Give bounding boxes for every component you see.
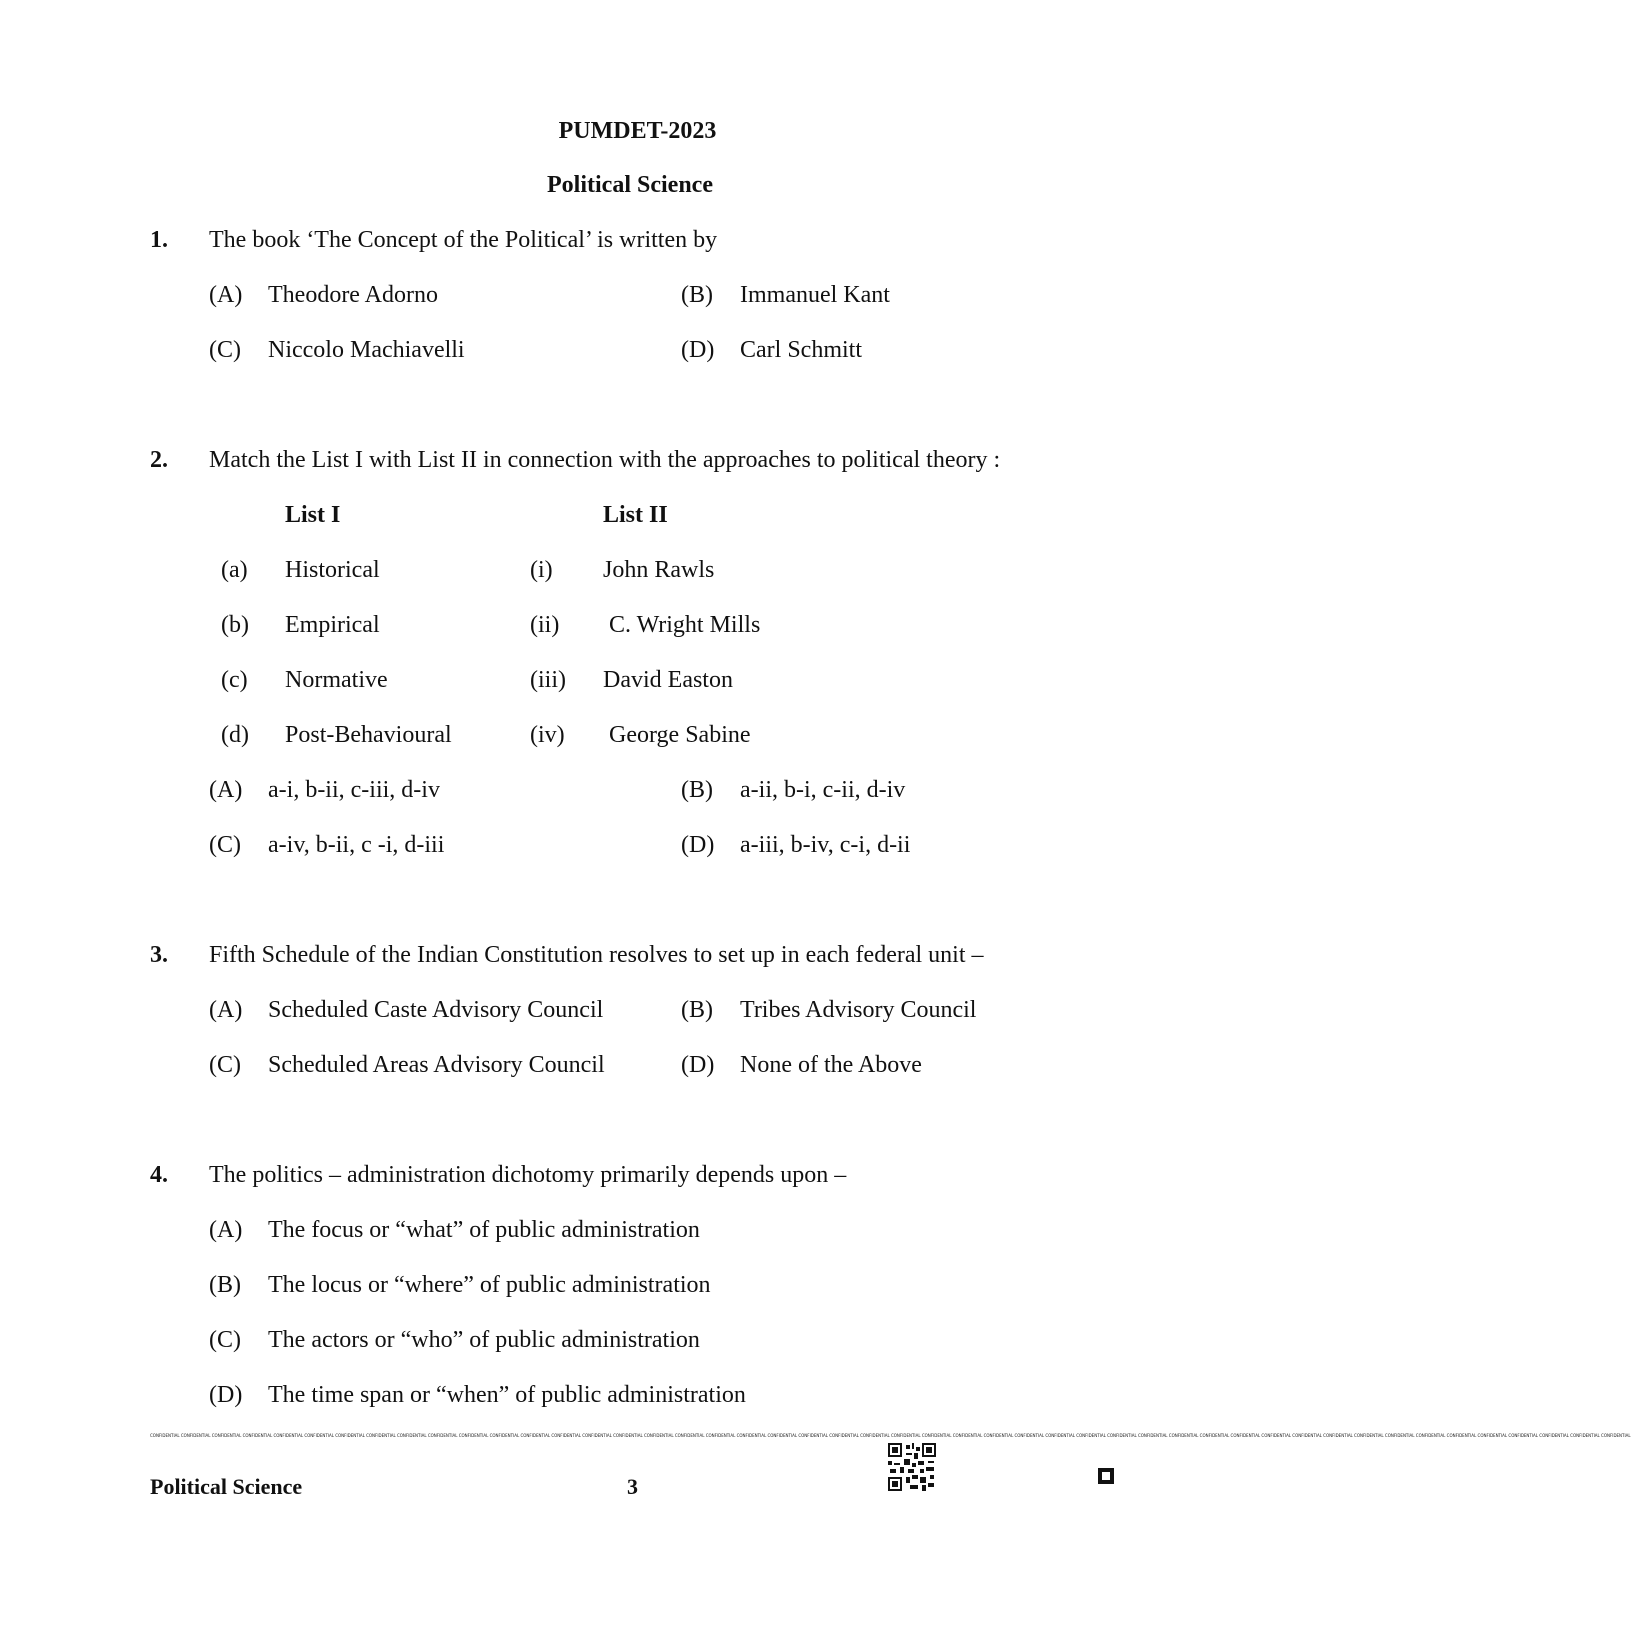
option-text: Niccolo Machiavelli bbox=[268, 337, 465, 363]
option-label: (A) bbox=[209, 777, 243, 803]
option-text: Carl Schmitt bbox=[740, 337, 862, 363]
option-text: The locus or “where” of public administration bbox=[268, 1272, 711, 1298]
option-label: (D) bbox=[681, 1052, 715, 1078]
list-1-item: Empirical bbox=[285, 612, 380, 638]
list-1-item: Post-Behavioural bbox=[285, 722, 452, 748]
subject-title: Political Science bbox=[547, 172, 713, 198]
list-2-label: (ii) bbox=[530, 612, 560, 638]
question-number: 4. bbox=[150, 1162, 168, 1188]
question-number: 3. bbox=[150, 942, 168, 968]
list-2-label: (iii) bbox=[530, 667, 566, 693]
question-text: The politics – administration dichotomy primarily depends upon – bbox=[209, 1162, 847, 1188]
list-1-item: Historical bbox=[285, 557, 380, 583]
list-2-item: George Sabine bbox=[609, 722, 751, 748]
list-2-item: David Easton bbox=[603, 667, 733, 693]
question-number: 2. bbox=[150, 447, 168, 473]
option-text: Theodore Adorno bbox=[268, 282, 438, 308]
option-label: (D) bbox=[681, 832, 715, 858]
list-1-label: (d) bbox=[221, 722, 249, 748]
list-2-header: List II bbox=[603, 502, 668, 528]
page-number: 3 bbox=[627, 1474, 638, 1499]
option-label: (B) bbox=[209, 1272, 241, 1298]
option-text: None of the Above bbox=[740, 1052, 922, 1078]
list-1-label: (c) bbox=[221, 667, 248, 693]
list-2-item: C. Wright Mills bbox=[609, 612, 761, 638]
qr-code-icon bbox=[888, 1443, 936, 1491]
option-label: (D) bbox=[209, 1382, 243, 1408]
option-label: (B) bbox=[681, 777, 713, 803]
option-label: (C) bbox=[209, 1052, 241, 1078]
list-1-item: Normative bbox=[285, 667, 388, 693]
list-1-header: List I bbox=[285, 502, 341, 528]
option-label: (B) bbox=[681, 997, 713, 1023]
option-label: (D) bbox=[681, 337, 715, 363]
question-text: The book ‘The Concept of the Political’ is written by bbox=[209, 227, 718, 253]
list-1-label: (b) bbox=[221, 612, 249, 638]
option-text: The focus or “what” of public administration bbox=[268, 1217, 700, 1243]
option-text: a-i, b-ii, c-iii, d-iv bbox=[268, 777, 440, 803]
option-text: Scheduled Caste Advisory Council bbox=[268, 997, 604, 1023]
option-text: Tribes Advisory Council bbox=[740, 997, 977, 1023]
option-text: The time span or “when” of public administration bbox=[268, 1382, 746, 1408]
option-text: a-ii, b-i, c-ii, d-iv bbox=[740, 777, 906, 803]
option-label: (A) bbox=[209, 1217, 243, 1243]
option-text: The actors or “who” of public administration bbox=[268, 1327, 700, 1353]
list-2-item: John Rawls bbox=[603, 557, 715, 583]
option-label: (A) bbox=[209, 997, 243, 1023]
option-label: (C) bbox=[209, 832, 241, 858]
option-label: (C) bbox=[209, 337, 241, 363]
option-text: Scheduled Areas Advisory Council bbox=[268, 1052, 605, 1078]
option-text: a-iv, b-ii, c -i, d-iii bbox=[268, 832, 445, 858]
list-2-label: (i) bbox=[530, 557, 553, 583]
option-label: (A) bbox=[209, 282, 243, 308]
square-marker-icon bbox=[1098, 1468, 1114, 1484]
option-text: a-iii, b-iv, c-i, d-ii bbox=[740, 832, 911, 858]
footer-subject: Political Science bbox=[150, 1474, 303, 1499]
list-1-label: (a) bbox=[221, 557, 248, 583]
option-label: (B) bbox=[681, 282, 713, 308]
exam-title: PUMDET-2023 bbox=[558, 118, 717, 144]
confidential-strip: CONFIDENTIAL CONFIDENTIAL CONFIDENTIAL CONFIDENTIAL CONFIDENTIAL CONFIDENTIAL CONFIDENTIAL CONFIDENTIAL CONFIDENTIAL CONFIDENTIAL CONFIDENTIAL CONFIDENTIAL CONFIDENTIAL CONFIDENTIAL CONFIDENTIAL CONFIDENTIAL CONFIDENTIAL CONFIDENTIAL CONFIDENTIAL CONFIDENTIAL CONFIDENTIAL CONFIDENTIAL CONFIDENTIAL CONFIDENTIAL CONFIDENTIAL CONFIDENTIAL CONFIDENTIAL CONFIDENTIAL CONFIDENTIAL CONFIDENTIAL CONFIDENTIAL CONFIDENTIAL CONFIDENTIAL CONFIDENTIAL CONFIDENTIAL CONFIDENTIAL CONFIDENTIAL CONFIDENTIAL CONFIDENTIAL CONFIDENTIAL CONFIDENTIAL CONFIDENTIAL CONFIDENTIAL CONFIDENTIAL CONFIDENTIAL CONFIDENTIAL CONFIDENTIAL CONFIDENTIAL bbox=[150, 1433, 1631, 1438]
option-label: (C) bbox=[209, 1327, 241, 1353]
option-text: Immanuel Kant bbox=[740, 282, 890, 308]
list-2-label: (iv) bbox=[530, 722, 565, 748]
question-text: Match the List I with List II in connection with the approaches to political theory : bbox=[209, 447, 1001, 473]
question-text: Fifth Schedule of the Indian Constitution resolves to set up in each federal unit – bbox=[209, 942, 984, 968]
question-number: 1. bbox=[150, 227, 168, 253]
